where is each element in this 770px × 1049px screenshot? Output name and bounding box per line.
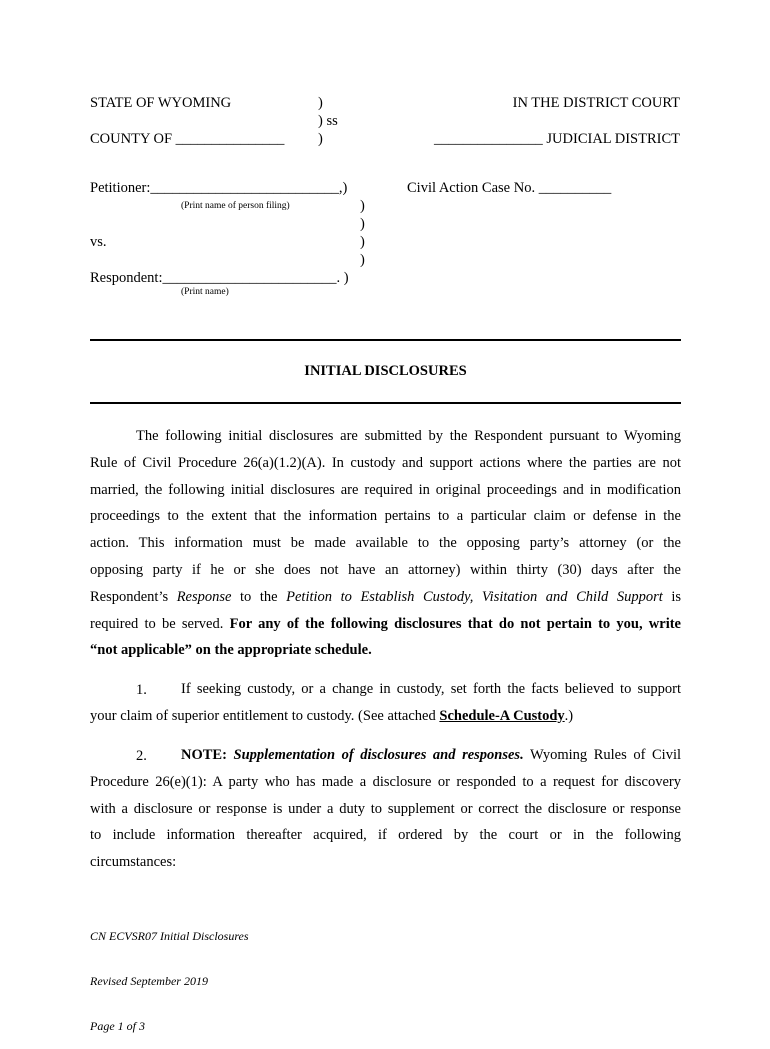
intro-line: The following initial disclosures are submitted by the Respondent pursuant to Wyoming [136,428,681,444]
item-number: 1. [136,682,147,698]
ss-label: ) ss [318,113,338,129]
schedule-a-link[interactable]: Schedule-A Custody [439,707,565,724]
intro-line: opposing party if he or she does not have an attorney) within thirty (30) days after the [90,561,681,578]
intro-line: Rule of Civil Procedure 26(a)(1.2)(A). In custody and support actions where the parties are not [90,454,681,471]
caption-paren: ) [360,234,365,250]
caption-paren: ) [360,252,365,268]
form-id: CN ECVSR07 Initial Disclosures [90,929,249,943]
caption-paren: ) [318,95,323,111]
intro-line: required to be served. For any of the following disclosures that do not pertain to you, write [90,615,681,632]
intro-line: married, the following initial disclosures are required in original proceedings and in modification [90,481,681,498]
bottom-rule [90,402,681,404]
intro-line: “not applicable” on the appropriate schedule. [90,642,372,659]
item-line: NOTE: Supplementation of disclosures and responses. Wyoming Rules of Civil [181,747,681,763]
caption-paren: ) [360,198,365,214]
case-number-field[interactable]: Civil Action Case No. __________ [407,180,612,196]
item-line: to include information thereafter acquired, if ordered by the court or in the following [90,827,681,844]
item-line: Procedure 26(e)(1): A party who has made a disclosure or responded to a request for discovery [90,773,681,790]
item-line: your claim of superior entitlement to custody. (See attached Schedule-A Custody.) [90,707,574,724]
caption-paren: ) [360,216,365,232]
page-footer [90,899,249,1049]
item-number: 2. [136,748,147,764]
intro-line: proceedings to the extent that the information pertains to a particular claim or defense in the [90,508,681,525]
item-2 [90,742,681,876]
county-field[interactable]: COUNTY OF _______________ [90,131,285,147]
page-number: Page 1 of 3 [90,1019,145,1033]
intro-line: action. This information must be made available to the opposing party’s attorney (or the [90,535,681,552]
petitioner-hint: (Print name of person filing) [181,201,290,211]
top-rule [90,339,681,341]
document-title: INITIAL DISCLOSURES [304,363,467,379]
respondent-field[interactable]: Respondent:________________________. ) [90,270,349,286]
state-label: STATE OF WYOMING [90,95,232,111]
respondent-hint: (Print name) [181,287,229,297]
item-line: If seeking custody, or a change in custody, set forth the facts believed to support [181,681,681,697]
petitioner-field[interactable]: Petitioner:__________________________,) [90,180,348,196]
revision-date: Revised September 2019 [90,974,208,988]
item-1 [90,676,681,730]
caption-paren: ) [318,131,323,147]
vs-label: vs. [90,234,107,250]
item-line: with a disclosure or response is under a duty to supplement or correct the disclosure or response [90,800,681,817]
court-label: IN THE DISTRICT COURT [512,95,680,111]
judicial-district-field[interactable]: _______________ JUDICIAL DISTRICT [434,131,680,147]
intro-line: Respondent’s Response to the Petition to Establish Custody, Visitation and Child Support is [90,588,682,605]
intro-paragraph [90,423,681,664]
item-line: circumstances: [90,854,177,871]
